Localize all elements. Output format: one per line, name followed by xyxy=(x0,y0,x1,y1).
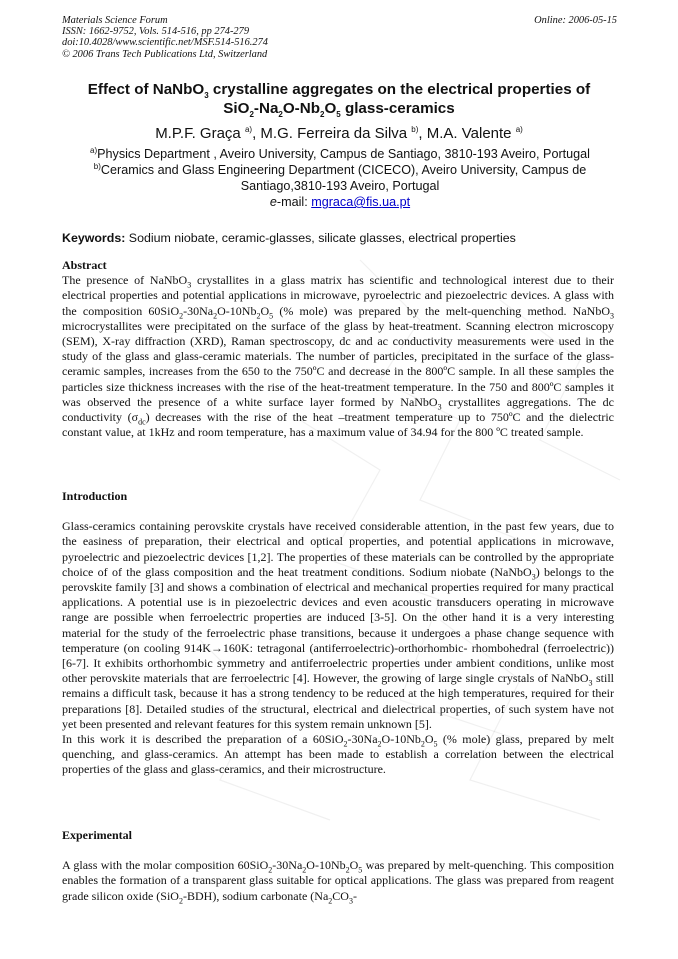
online-date: Online: 2006-05-15 xyxy=(534,15,617,26)
abstract-text: The presence of NaNbO$_3$ crystallites in a glass matrix has scientific and technological interest due to their electrical properties and potential applications in microwave, pyroelectric and piezoelectric devices. A glass with the composition $60SiO_2-30Na_2O-10Nb_2O_5$ (% mole) was prepared by the melt-quenching method. NaNbO$_3$ microcrystallites were precipitated on the surface of the glass by heat-treatment. Scanning electron microscopy (SEM), X-ray diffraction (XRD), Raman spectroscopy, dc and ac conductivity measurements were used in the study of the glass and glass-ceramic materials. The number of particles, precipitated in the surface of the glass-ceramic samples, increases from the 650 to the 750ºC and decrease in the 800ºC sample. In all these samples the particles size thickness increases with the rise of the heat-treatment temperature. In the 750 and 800ºC samples it was observed the presence of a white surface layer formed by NaNbO$_3$ crystallites aggregations. The dc conductivity $(\sigma_{dc})$ decreases with the rise of the heat –treatment temperature up to 750ºC and the dielectric constant value, at 1kHz and room temperature, has a maximum value of 34.94 for the 800 ºC treated sample. xyxy=(62,273,615,440)
doi: doi:10.4028/www.scientific.net/MSF.514-516.274 xyxy=(62,37,268,49)
affiliations xyxy=(62,146,618,210)
experimental-heading: Experimental xyxy=(62,828,132,842)
experimental-section xyxy=(62,828,614,904)
journal-header xyxy=(62,15,617,60)
introduction-section xyxy=(62,489,614,778)
experimental-paragraph: A glass with the molar composition $60SiO_2-30Na_2O-10Nb_2O_5$ was prepared by melt-quenching. This composition enables the formation of a transparent glass suitable for optical applications. The glass was prepared from reagent grade silicon oxide (SiO$_2$-BDH), sodium carbonate ($Na_2CO_3-$ xyxy=(62,858,614,905)
introduction-heading: Introduction xyxy=(62,489,128,503)
issn: ISSN: 1662-9752, Vols. 514-516, pp 274-279 xyxy=(62,26,250,38)
affiliation-a: $^{a)}$Physics Department , Aveiro University, Campus de Santiago, 3810-193 Aveiro, Portugal xyxy=(90,145,590,161)
journal-name: Materials Science Forum xyxy=(62,15,168,26)
email-link[interactable]: mgraca@fis.ua.pt xyxy=(311,195,411,209)
abstract-section xyxy=(62,258,614,440)
keywords-label: Keywords: xyxy=(62,231,126,245)
keywords: Keywords: Sodium niobate, ceramic-glasses, silicate glasses, electrical properties xyxy=(62,231,516,245)
introduction-paragraph-1: Glass-ceramics containing perovskite crystals have received considerable attention, in the past few years, due to the easiness of preparation, their electrical and optical properties, and potential applications in microwave, pyroelectric and piezoelectric devices [1,2]. The properties of these materials can be controlled by the appropriate choice of of the glass composition and the heat treatment conditions. Sodium niobate (NaNbO$_3$) belongs to the perovskite family [3] and shows a combination of electrical and mechanical properties required for many practical applications. A potential use is in piezoelectric devices and even acoustic transducers operating in microwave range are possible when ferroelectric properties are induced [3-5]. On the other hand it is a very interesting material for the study of the ferroelectric phase transitions, because it undergoes a phase change sequence with temperature (on cooling 914K→160K: tetragonal (antiferroelectric)-orthorhombic- rhombohedral (ferroelectric)) [6-7]. It exhibits orthorhombic symmetry and antiferroelectric properties under ambient conditions, unlike most other perovskite materials that are ferroelectric [4]. However, the growing of large single crystals of NaNbO$_3$ still remains a difficult task, because it has a strong tendency to be reduced at the high temperatures, required for their preparations [8]. Detailed studies of the structural, electrical and dielectrical properties, of such system have not yet been presented and relevant features for this system remain unknown [5]. xyxy=(62,519,614,731)
affiliation-b: $^{b)}$Ceramics and Glass Engineering Department (CICECO), Aveiro University, Campus de Santiago,3810-193 Aveiro, Portugal xyxy=(93,161,587,193)
introduction-paragraph-2: In this work it is described the preparation of a $60SiO_2-30Na_2O-10Nb_2O_5$ (% mole) glass, prepared by melt quenching, and glass-ceramics. An attempt has been made to establish a correlation between the electrical properties of the glass and glass-ceramics, and their microstructure. xyxy=(62,732,614,777)
abstract-heading: Abstract xyxy=(62,258,107,272)
paper-title: Effect of NaNbO$_3$ crystalline aggregates on the electrical properties of $SiO_2-Na_2O-Nb_2O_5$ glass-ceramics xyxy=(87,81,591,119)
author-list: M.P.F. Graça $^{a)}$, M.G. Ferreira da Silva $^{b)}$, M.A. Valente $^{a)}$ xyxy=(155,125,523,142)
copyright: © 2006 Trans Tech Publications Ltd, Switzerland xyxy=(62,48,268,60)
email-line: e-mail: mgraca@fis.ua.pt xyxy=(269,195,411,209)
